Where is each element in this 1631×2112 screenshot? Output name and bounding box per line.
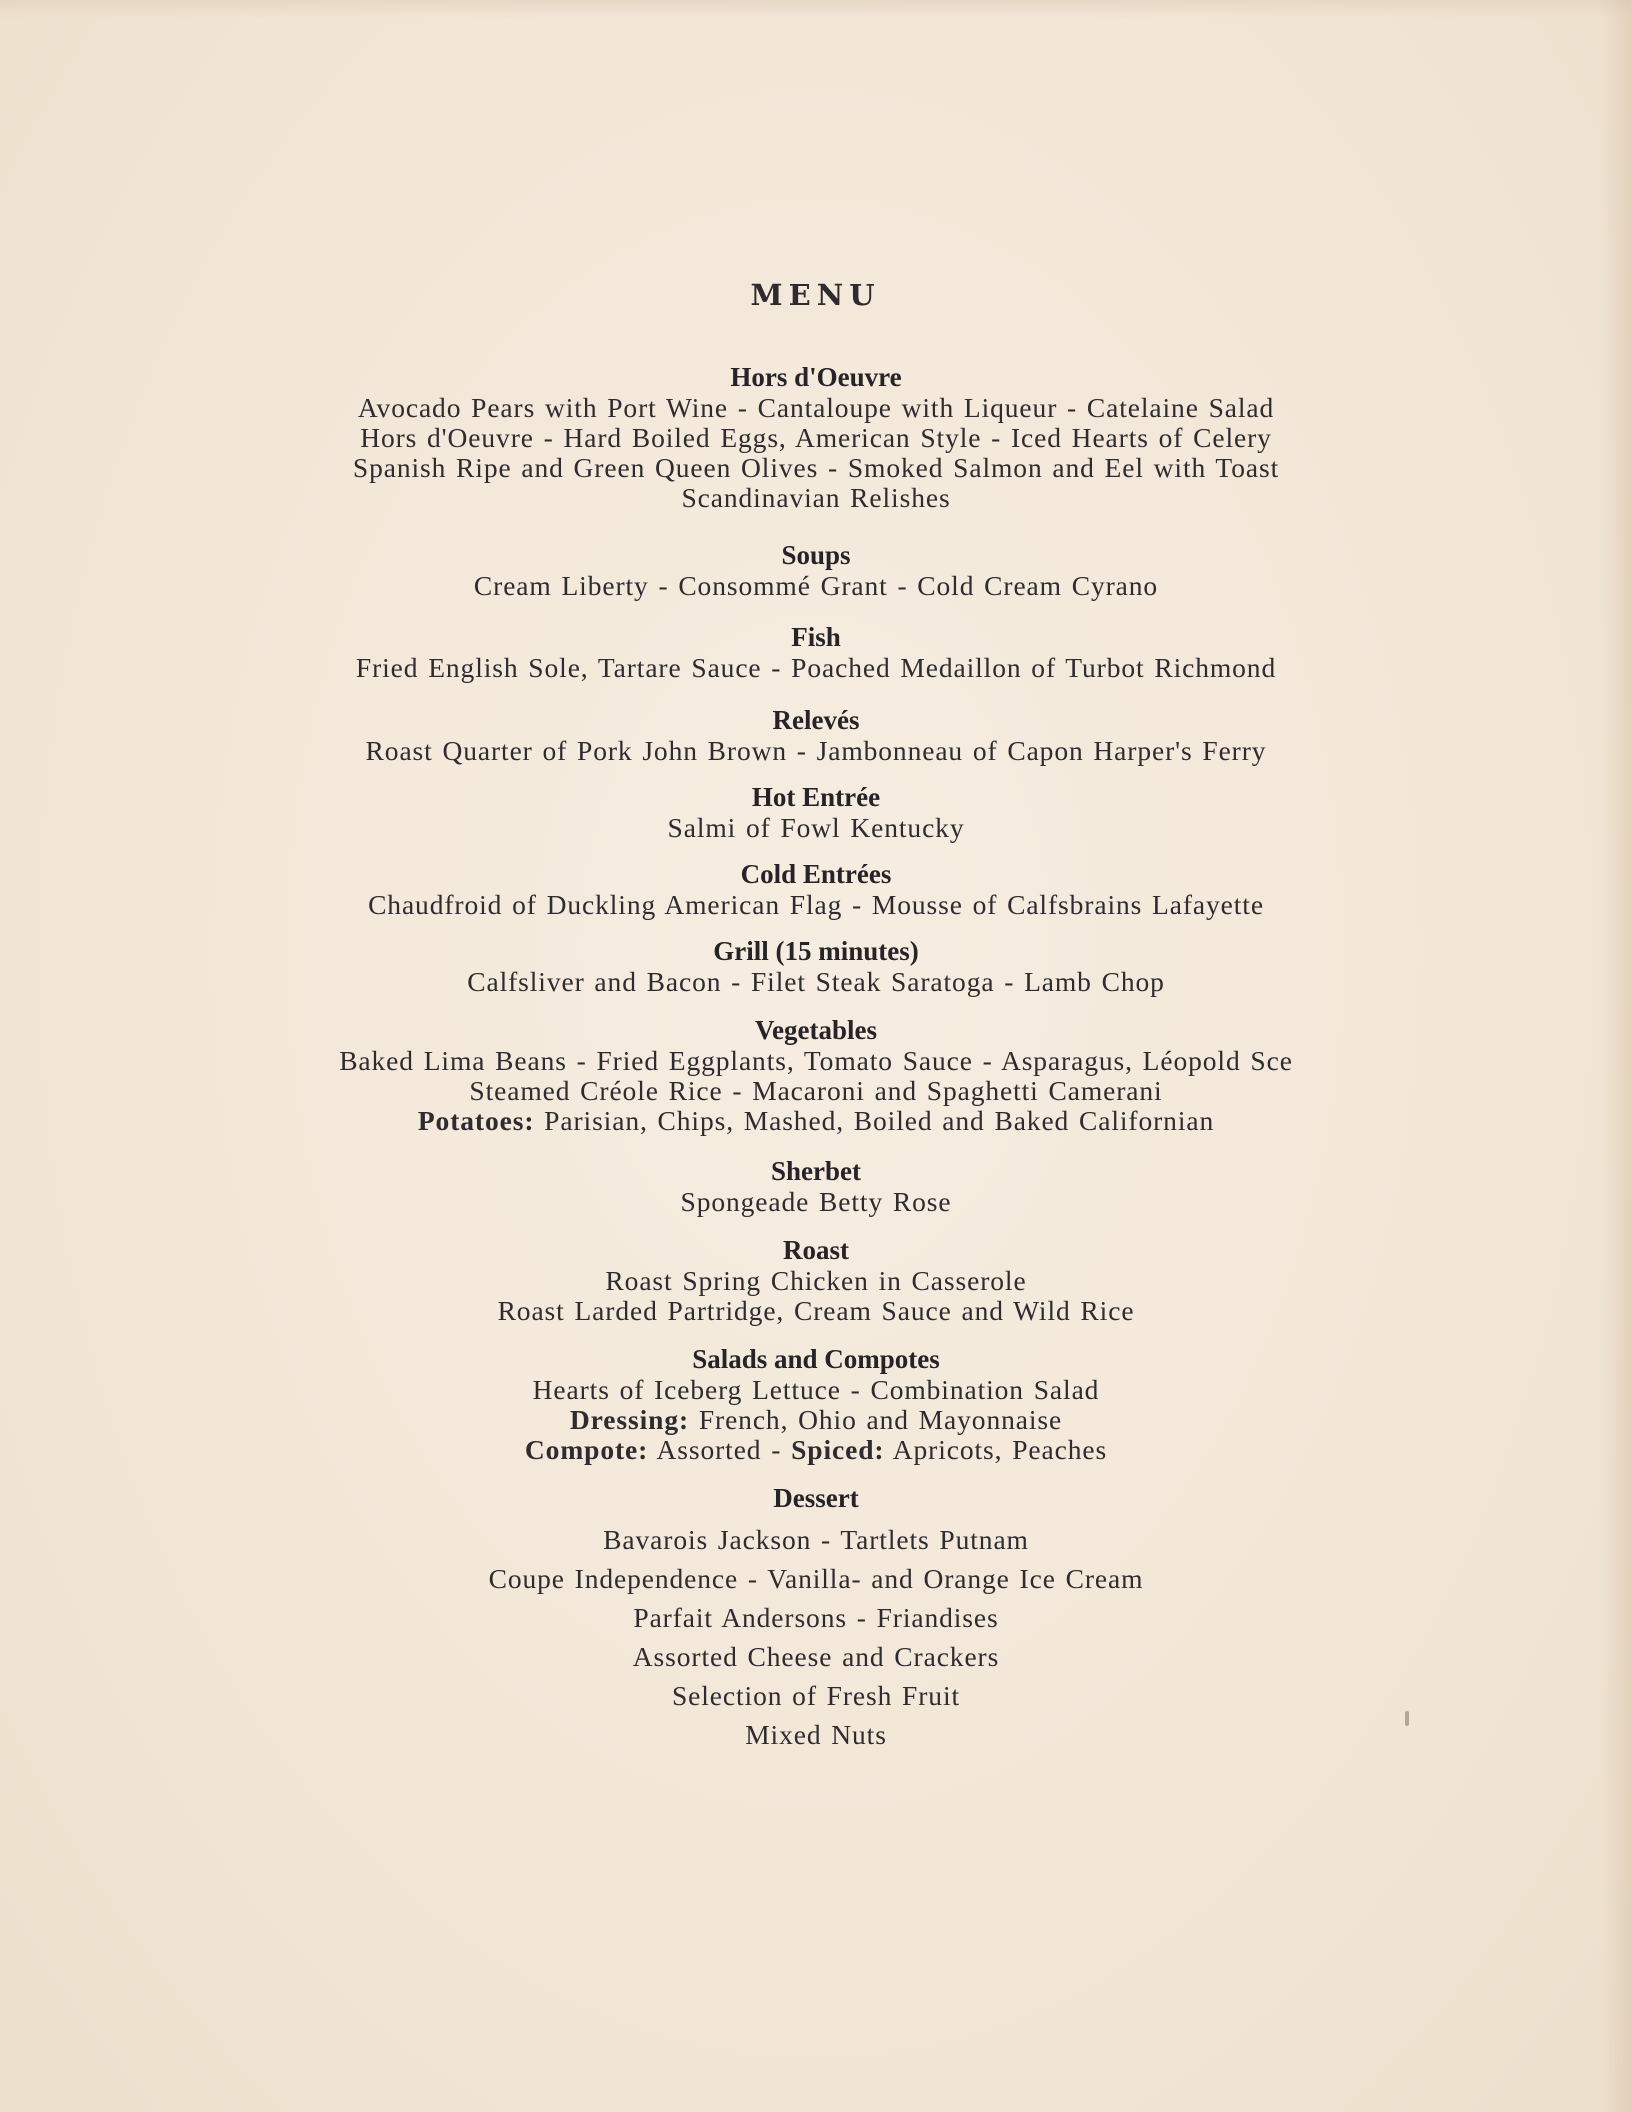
menu-title: MENU	[750, 278, 881, 312]
section-heading: Fish	[791, 622, 841, 652]
section-heading: Grill (15 minutes)	[713, 936, 919, 966]
compote-text: Assorted -	[656, 1434, 782, 1465]
section-roast	[250, 1235, 1382, 1326]
page-top-shadow	[0, 0, 1631, 18]
section-salads-compotes	[250, 1344, 1382, 1465]
section-cold-entrees	[250, 859, 1382, 920]
menu-line: Calfsliver and Bacon - Filet Steak Saratoga - Lamb Chop	[467, 966, 1165, 997]
menu-line: Fried English Sole, Tartare Sauce - Poached Medaillon of Turbot Richmond	[355, 652, 1277, 683]
menu-line: Scandinavian Relishes	[681, 482, 951, 513]
menu-line: Roast Quarter of Pork John Brown - Jambonneau of Capon Harper's Ferry	[365, 735, 1267, 766]
dressing-text: French, Ohio and Mayonnaise	[698, 1404, 1063, 1435]
menu-line: Spanish Ripe and Green Queen Olives - Smoked Salmon and Eel with Toast	[352, 452, 1280, 483]
menu-line: Hors d'Oeuvre - Hard Boiled Eggs, American Style - Iced Hearts of Celery	[360, 422, 1272, 453]
menu-line-dressing	[250, 1405, 1382, 1435]
menu-line: Cream Liberty - Consommé Grant - Cold Cream Cyrano	[473, 570, 1159, 601]
section-heading: Hors d'Oeuvre	[730, 362, 902, 392]
section-releves	[250, 705, 1382, 766]
menu-line: Chaudfroid of Duckling American Flag - Mousse of Calfsbrains Lafayette	[368, 889, 1264, 920]
page-edge-shadow	[1601, 0, 1631, 2112]
menu-body	[250, 362, 1382, 1754]
compote-label: Compote:	[524, 1434, 649, 1465]
menu-line: Avocado Pears with Port Wine - Cantaloupe with Liqueur - Catelaine Salad	[357, 392, 1275, 423]
section-sherbet	[250, 1156, 1382, 1217]
menu-line: Baked Lima Beans - Fried Eggplants, Tomato Sauce - Asparagus, Léopold Sce	[339, 1045, 1293, 1076]
menu-line: Roast Spring Chicken in Casserole	[605, 1265, 1027, 1296]
menu-line: Parfait Andersons - Friandises	[633, 1602, 999, 1633]
paper-speck	[1405, 1711, 1409, 1726]
section-heading: Roast	[783, 1235, 849, 1265]
section-heading: Hot Entrée	[751, 782, 881, 812]
section-fish	[250, 622, 1382, 683]
menu-line-potatoes	[250, 1106, 1382, 1136]
potatoes-text: Parisian, Chips, Mashed, Boiled and Baked Californian	[544, 1105, 1215, 1136]
section-heading: Relevés	[772, 705, 860, 735]
menu-line: Bavarois Jackson - Tartlets Putnam	[603, 1524, 1029, 1555]
section-dessert	[250, 1483, 1382, 1754]
spiced-label: Spiced:	[791, 1434, 885, 1465]
section-hors-doeuvre	[250, 362, 1382, 513]
section-hot-entree	[250, 782, 1382, 843]
section-heading: Sherbet	[771, 1156, 861, 1186]
section-heading: Vegetables	[755, 1015, 877, 1045]
spiced-text: Apricots, Peaches	[892, 1434, 1108, 1465]
menu-line: Salmi of Fowl Kentucky	[667, 812, 965, 843]
dressing-label: Dressing:	[569, 1404, 690, 1435]
menu-line: Coupe Independence - Vanilla- and Orange Ice Cream	[488, 1563, 1144, 1594]
section-grill	[250, 936, 1382, 997]
section-vegetables	[250, 1015, 1382, 1136]
menu-line: Mixed Nuts	[745, 1719, 887, 1750]
section-heading: Soups	[781, 540, 851, 570]
section-heading: Dessert	[773, 1483, 859, 1513]
menu-line: Steamed Créole Rice - Macaroni and Spaghetti Camerani	[469, 1075, 1163, 1106]
menu-line-compote	[250, 1435, 1382, 1465]
section-heading: Cold Entrées	[740, 859, 892, 889]
menu-line: Spongeade Betty Rose	[680, 1186, 952, 1217]
potatoes-label: Potatoes:	[417, 1105, 535, 1136]
section-soups	[250, 540, 1382, 601]
menu-line: Assorted Cheese and Crackers	[632, 1641, 1000, 1672]
menu-line: Hearts of Iceberg Lettuce - Combination Salad	[532, 1374, 1100, 1405]
menu-line: Selection of Fresh Fruit	[671, 1680, 961, 1711]
menu-line: Roast Larded Partridge, Cream Sauce and Wild Rice	[497, 1295, 1135, 1326]
section-heading: Salads and Compotes	[692, 1344, 940, 1374]
